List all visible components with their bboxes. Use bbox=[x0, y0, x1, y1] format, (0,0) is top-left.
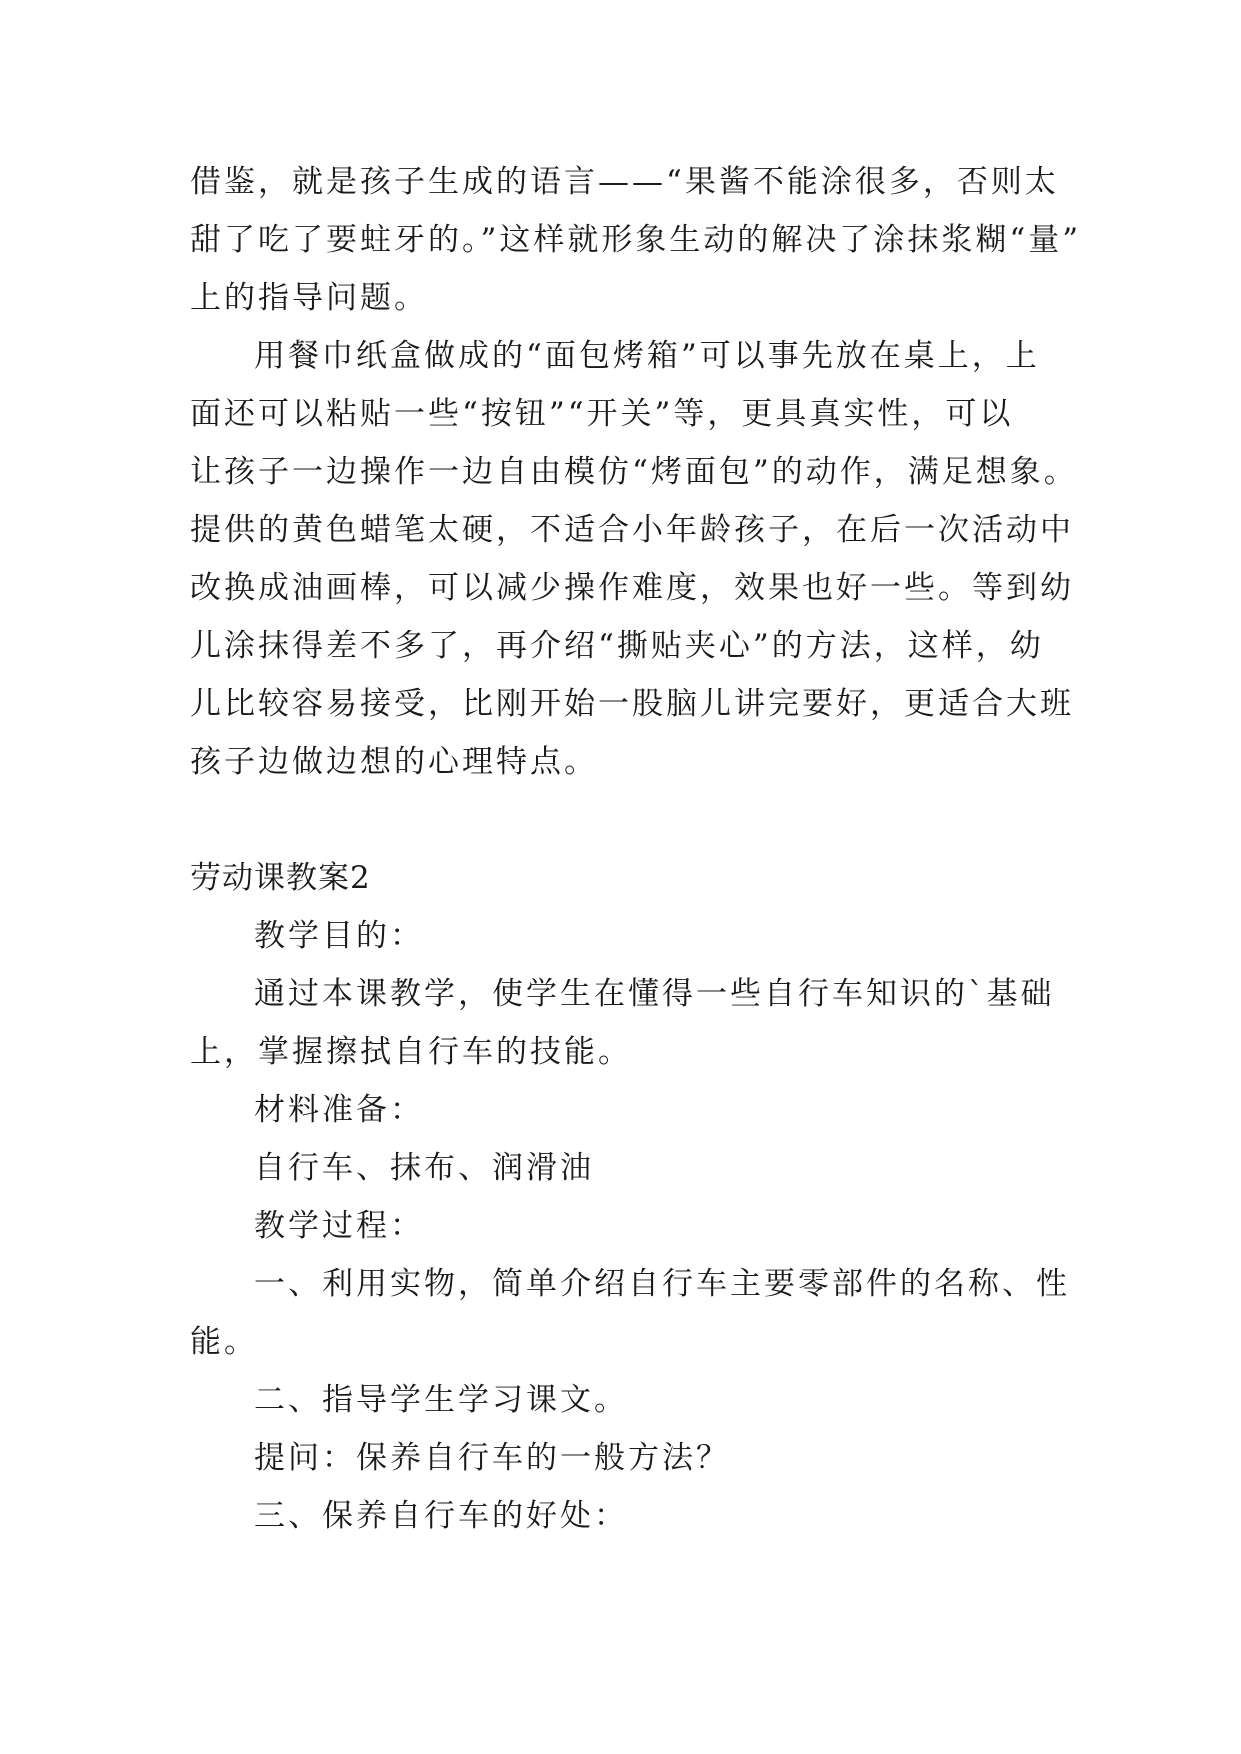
paragraph-line: 二、指导学生学习课文。 bbox=[254, 1382, 628, 1418]
paragraph-line: 教学目的： bbox=[254, 918, 424, 954]
paragraph-line: 用餐巾纸盒做成的“面包烤箱”可以事先放在桌上，上 bbox=[254, 338, 1040, 374]
paragraph-line: 甜了吃了要蛀牙的。”这样就形象生动的解决了涂抹浆糊“量” bbox=[190, 222, 1082, 258]
paragraph-line: 改换成油画棒，可以减少操作难度，效果也好一些。等到幼 bbox=[190, 570, 1074, 606]
paragraph-line: 提问：保养自行车的一般方法？ bbox=[254, 1440, 730, 1476]
paragraph-line: 上的指导问题。 bbox=[190, 280, 428, 316]
section-title: 劳动课教案2 bbox=[190, 860, 371, 896]
paragraph-line: 儿比较容易接受，比刚开始一股脑儿讲完要好，更适合大班 bbox=[190, 686, 1074, 722]
paragraph-line: 一、利用实物，简单介绍自行车主要零部件的名称、性 bbox=[254, 1266, 1070, 1302]
paragraph-line: 面还可以粘贴一些“按钮”“开关”等，更具真实性，可以 bbox=[190, 396, 1014, 432]
paragraph-line: 通过本课教学，使学生在懂得一些自行车知识的`基础 bbox=[254, 976, 1055, 1012]
paragraph-line: 材料准备： bbox=[254, 1092, 424, 1128]
paragraph-line: 教学过程： bbox=[254, 1208, 424, 1244]
paragraph-line: 上，掌握擦拭自行车的技能。 bbox=[190, 1034, 632, 1070]
paragraph-line: 三、保养自行车的好处： bbox=[254, 1498, 628, 1534]
paragraph-line: 儿涂抹得差不多了，再介绍“撕贴夹心”的方法，这样，幼 bbox=[190, 628, 1044, 664]
paragraph-line: 让孩子一边操作一边自由模仿“烤面包”的动作，满足想象。 bbox=[190, 454, 1078, 490]
paragraph-line: 提供的黄色蜡笔太硬，不适合小年龄孩子，在后一次活动中 bbox=[190, 512, 1074, 548]
paragraph-line: 借鉴，就是孩子生成的语言——“果酱不能涂很多，否则太 bbox=[190, 164, 1059, 200]
paragraph-line: 自行车、抹布、润滑油 bbox=[254, 1150, 594, 1186]
paragraph-line: 能。 bbox=[190, 1324, 258, 1360]
paragraph-line: 孩子边做边想的心理特点。 bbox=[190, 744, 598, 780]
